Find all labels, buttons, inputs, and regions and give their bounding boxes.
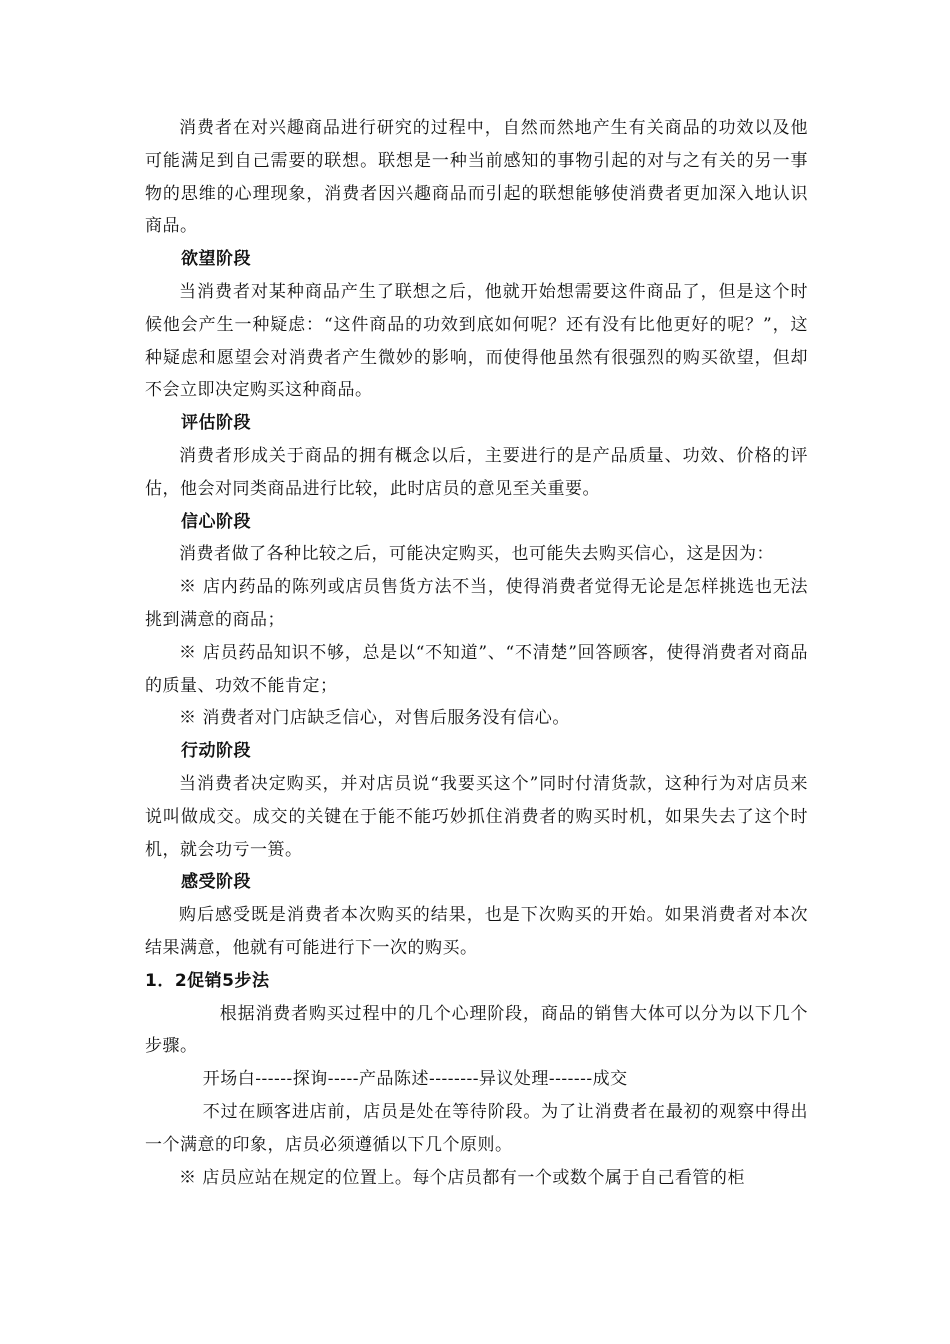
paragraph-action: 当消费者决定购买，并对店员说“我要买这个”同时付清货款，这种行为对店员来说叫做成交。成交的关键在于能不能巧妙抓住消费者的购买时机，如果失去了这个时机，就会功亏一篑。 xyxy=(145,773,808,860)
paragraph-association: 消费者在对兴趣商品进行研究的过程中，自然而然地产生有关商品的功效以及他可能满足到自己需要的联想。联想是一种当前感知的事物引起的对与之有关的另一事物的思维的心理现象，消费者因兴趣商品而引起的联想能够使消费者更加深入地认识商品。 xyxy=(145,118,808,237)
heading-action-stage: 行动阶段 xyxy=(181,741,251,762)
paragraph-steps-intro: 根据消费者购买过程中的几个心理阶段，商品的销售大体可以分为以下几个步骤。 xyxy=(145,1003,808,1057)
heading-desire-stage: 欲望阶段 xyxy=(181,249,251,270)
bullet-stand-position: ※ 店员应站在规定的位置上。每个店员都有一个或数个属于自己看管的柜 xyxy=(179,1167,745,1188)
paragraph-confidence: 消费者做了各种比较之后，可能决定购买，也可能失去购买信心，这是因为： xyxy=(179,544,774,565)
bullet-display-method: ※ 店内药品的陈列或店员售货方法不当，使得消费者觉得无论是怎样挑选也无法挑到满意的商品； xyxy=(145,577,808,630)
paragraph-feeling: 购后感受既是消费者本次购买的结果，也是下次购买的开始。如果消费者对本次结果满意，他就有可能进行下一次的购买。 xyxy=(145,905,808,958)
heading-feeling-stage: 感受阶段 xyxy=(181,872,251,893)
document-page xyxy=(145,112,808,1194)
heading-confidence-stage: 信心阶段 xyxy=(181,511,251,532)
section-title-promotion-steps: 1．2促销5步法 xyxy=(145,970,270,991)
paragraph-waiting-stage: 不过在顾客进店前，店员是处在等待阶段。为了让消费者在最初的观察中得出一个满意的印象，店员必须遵循以下几个原则。 xyxy=(145,1101,808,1155)
bullet-store-confidence: ※ 消费者对门店缺乏信心，对售后服务没有信心。 xyxy=(179,708,570,729)
heading-evaluation-stage: 评估阶段 xyxy=(181,413,251,434)
paragraph-steps-flow: 开场白------探询-----产品陈述--------异议处理-------成交 xyxy=(202,1069,628,1090)
bullet-knowledge: ※ 店员药品知识不够，总是以“不知道”、“不清楚”回答顾客，使得消费者对商品的质量、功效不能肯定； xyxy=(145,642,808,696)
paragraph-desire: 当消费者对某种商品产生了联想之后，他就开始想需要这件商品了，但是这个时候他会产生一种疑虑：“这件商品的功效到底如何呢？还有没有比他更好的呢？”，这种疑虑和愿望会对消费者产生微妙的影响，而使得他虽然有很强烈的购买欲望，但却不会立即决定购买这种商品。 xyxy=(145,281,808,401)
paragraph-evaluation: 消费者形成关于商品的拥有概念以后，主要进行的是产品质量、功效、价格的评估，他会对同类商品进行比较，此时店员的意见至关重要。 xyxy=(145,445,808,499)
